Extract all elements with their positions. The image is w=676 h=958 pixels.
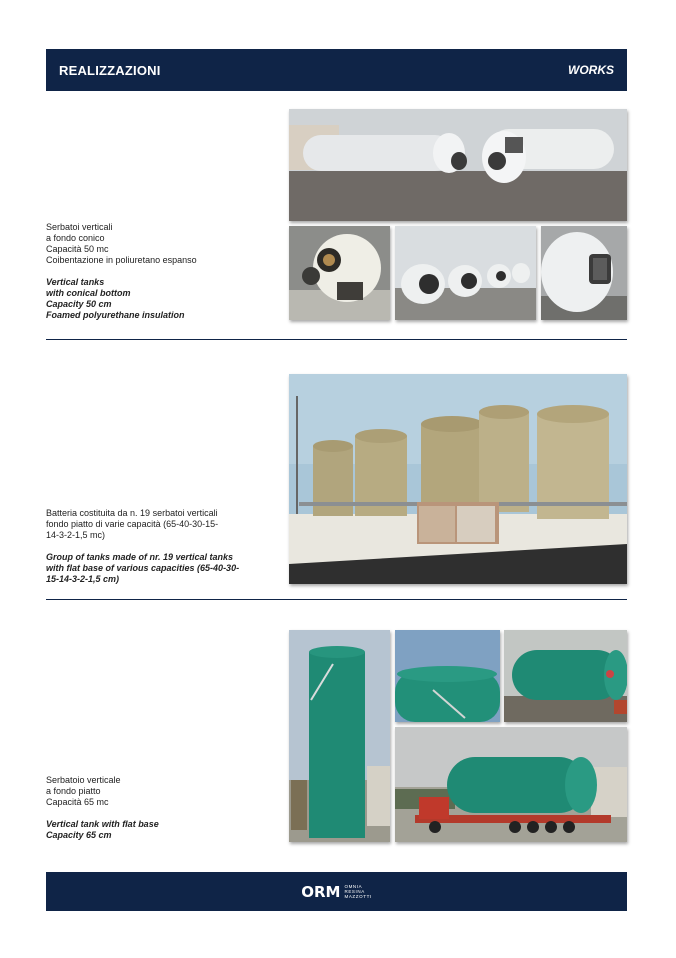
section-1-en-line-1: Vertical tanks	[46, 277, 105, 287]
section-1-en-line-3: Capacity 50 cm	[46, 299, 112, 309]
logo-mark: ORM	[301, 882, 341, 901]
photo-tall-green-tank	[289, 630, 390, 842]
section-2-it-line-1: Batteria costituita da n. 19 serbatoi verticali	[46, 508, 218, 518]
section-3-en-line-2: Capacity 65 cm	[46, 830, 112, 840]
section-divider-1	[46, 339, 627, 340]
section-2-it-line-3: 14-3-2-1,5 mc)	[46, 530, 106, 540]
section-2-en-line-1: Group of tanks made of nr. 19 vertical tanks	[46, 552, 234, 562]
section-1-it-line-1: Serbatoi verticali	[46, 222, 113, 232]
section-3-en-line-1: Vertical tank with flat base	[46, 819, 159, 829]
logo-words	[344, 884, 371, 899]
photo-tank-hatch	[541, 226, 627, 320]
section-2-text	[46, 508, 239, 585]
section-1-en-line-4: Foamed polyurethane insulation	[46, 310, 185, 320]
section-2-it-line-2: fondo piatto di varie capacità (65-40-30-15-	[46, 519, 219, 529]
photo-tank-battery	[289, 374, 627, 584]
header-title-en: WORKS	[568, 63, 614, 77]
logo-line-1: OMNIA	[344, 884, 363, 889]
photo-horizontal-insulated-tanks	[289, 109, 627, 221]
company-logo	[301, 883, 372, 901]
section-1-text	[46, 222, 197, 321]
photo-green-tank-horizontal	[504, 630, 627, 722]
section-1-it-line-2: a fondo conico	[46, 233, 105, 243]
section-2-en-line-3: 15-14-3-2-1,5 cm)	[46, 574, 120, 584]
section-divider-2	[46, 599, 627, 600]
section-2-en-line-2: with flat base of various capacities (65-40-30-	[46, 563, 240, 573]
photo-green-tank-top	[395, 630, 500, 722]
logo-line-3: MAZZOTTI	[344, 894, 372, 899]
section-3-it-line-2: a fondo piatto	[46, 786, 101, 796]
header-title-it: REALIZZAZIONI	[59, 62, 161, 78]
photo-green-tank-on-truck	[395, 727, 627, 842]
photo-row-of-tanks	[395, 226, 536, 320]
page-header	[46, 49, 627, 91]
section-3-text	[46, 775, 159, 841]
logo-line-2: RESINA	[344, 889, 365, 894]
photo-tank-end-detail	[289, 226, 390, 320]
page-footer	[46, 872, 627, 911]
section-3-it-line-1: Serbatoio verticale	[46, 775, 121, 785]
section-3-it-line-3: Capacità 65 mc	[46, 797, 109, 807]
section-1-en-line-2: with conical bottom	[46, 288, 131, 298]
section-1-it-line-3: Capacità 50 mc	[46, 244, 109, 254]
section-1-it-line-4: Coibentazione in poliuretano espanso	[46, 255, 197, 265]
